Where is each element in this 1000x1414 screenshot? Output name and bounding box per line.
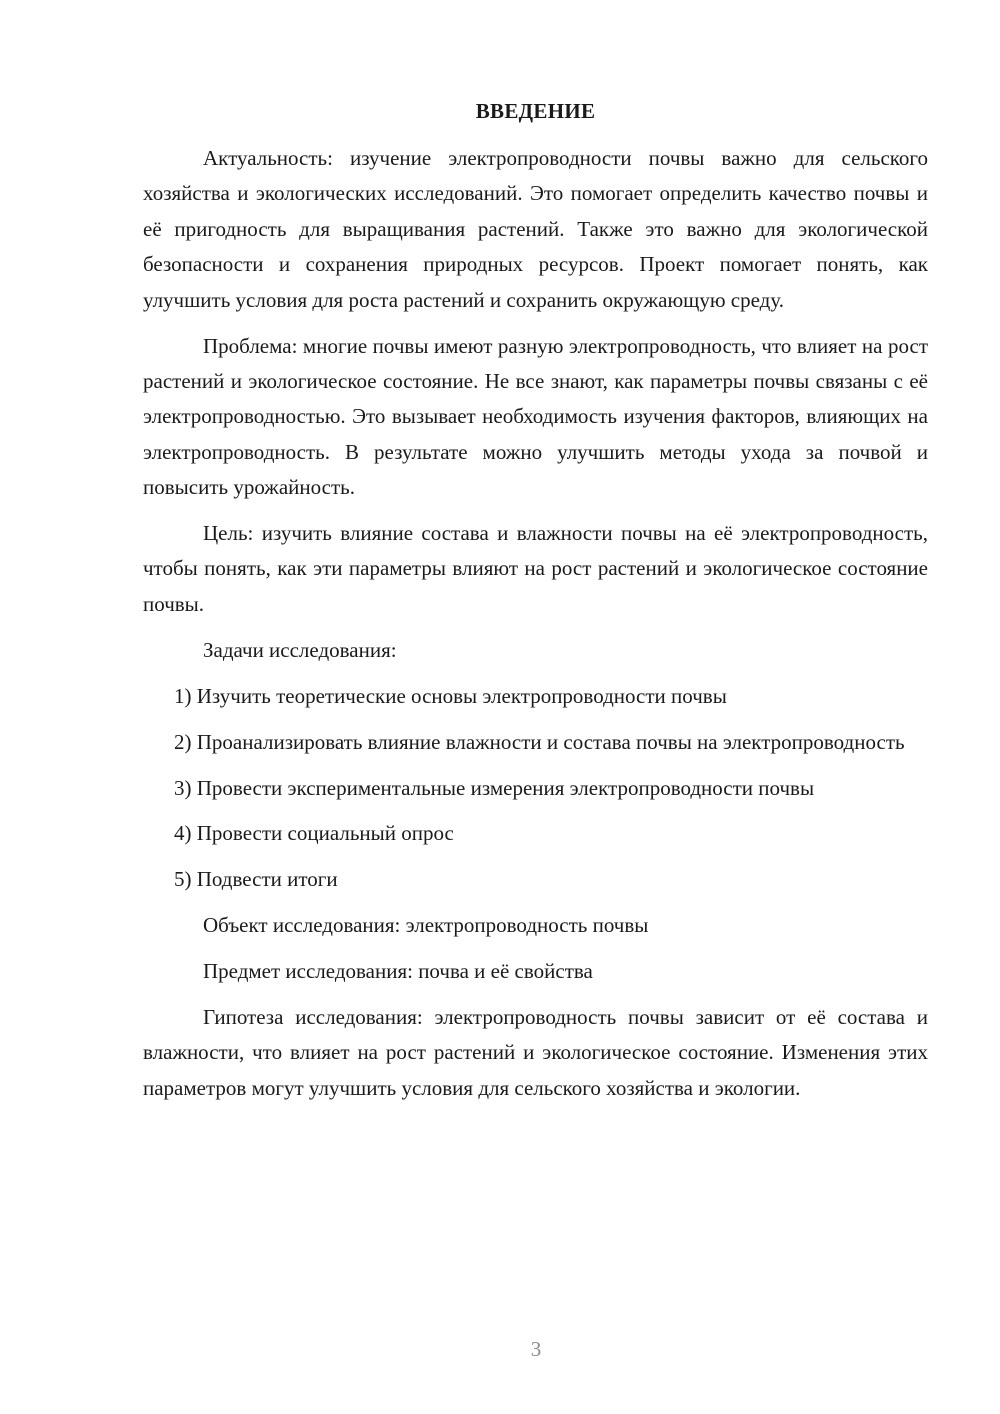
paragraph-goal: Цель: изучить влияние состава и влажности почвы на её электропроводность, чтобы понять, как эти параметры влияют на рост растений и экологическое состояние почвы. <box>143 521 928 616</box>
paragraph-object: Объект исследования: электропроводность почвы <box>203 913 649 938</box>
tasks-heading: Задачи исследования: <box>203 637 397 662</box>
paragraph-problem: Проблема: многие почвы имеют разную электропроводность, что влияет на рост растений и экологическое состояние. Не все знают, как параметры почвы связаны с её электропроводностью. Это вызывает необходимость изучения факторов, влияющих на электропроводность. В результате можно улучшить методы ухода за почвой и повысить урожайность. <box>143 333 928 500</box>
paragraph-hypothesis: Гипотеза исследования: электропроводность почвы зависит от её состава и влажности, что влияет на рост растений и экологическое состояние. Изменения этих параметров могут улучшить условия для сельского хозяйства и экологии. <box>143 1005 928 1100</box>
task-item-2: 2) Проанализировать влияние влажности и состава почвы на электропроводность <box>174 729 905 754</box>
paragraph-subject: Предмет исследования: почва и её свойства <box>203 959 593 984</box>
page-number: 3 <box>530 1337 542 1361</box>
task-item-1: 1) Изучить теоретические основы электропроводности почвы <box>174 683 727 708</box>
section-heading: ВВЕДЕНИЕ <box>475 99 596 123</box>
body-text <box>143 141 928 1117</box>
task-item-3: 3) Провести экспериментальные измерения электропроводности почвы <box>174 775 815 800</box>
paragraph-relevance: Актуальность: изучение электропроводности почвы важно для сельского хозяйства и экологических исследований. Это помогает определить качество почвы и её пригодность для выращивания растений. Также это важно для экологической безопасности и сохранения природных ресурсов. Проект помогает понять, как улучшить условия для роста растений и сохранить окружающую среду. <box>143 146 928 312</box>
task-item-5: 5) Подвести итоги <box>174 867 338 892</box>
task-item-4: 4) Провести социальный опрос <box>174 821 454 846</box>
